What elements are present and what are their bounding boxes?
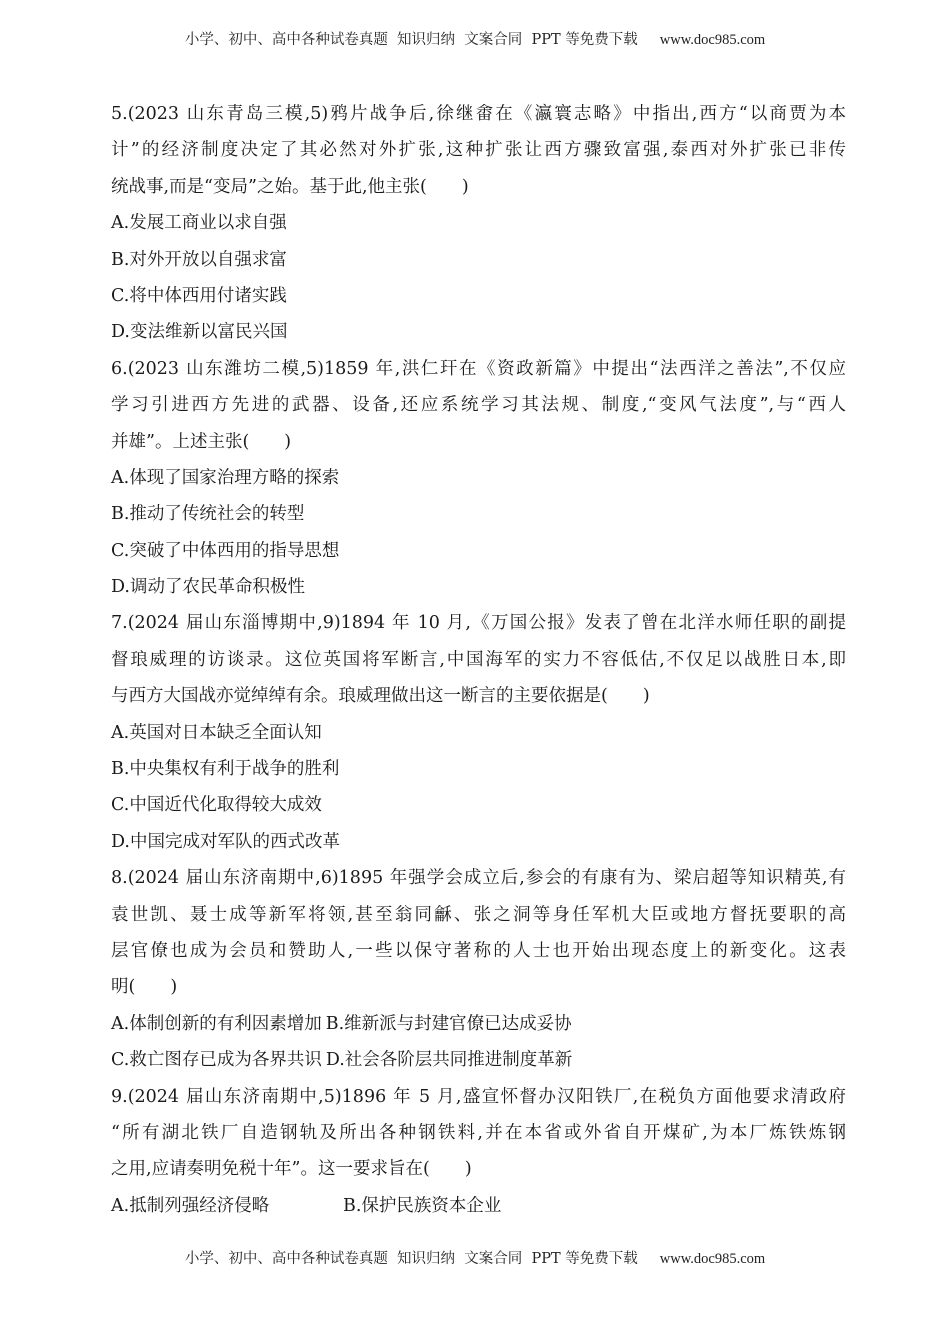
question-stem-line: 层官僚也成为会员和赞助人,一些以保守著称的人士也开始出现态度上的新变化。这表 <box>111 940 846 961</box>
question-stem-line: 统战事,而是“变局”之始。基于此,他主张( ) <box>111 176 469 197</box>
question-6 <box>111 351 846 606</box>
option-b: B.中央集权有利于战争的胜利 <box>111 759 340 780</box>
option-a: A.英国对日本缺乏全面认知 <box>111 722 322 743</box>
option-d: D.调动了农民革命积极性 <box>111 577 305 598</box>
document-body <box>111 96 846 1224</box>
option-d: D.中国完成对军队的西式改革 <box>111 831 340 852</box>
footer-url: www.doc985.com <box>659 1251 766 1267</box>
question-stem-line: 9.(2024 届山东济南期中,5)1896 年 5 月,盛宣怀督办汉阳铁厂,在税负方面他要求清政府 <box>111 1086 846 1107</box>
option-row <box>111 1188 846 1224</box>
question-stem-line: 8.(2024 届山东济南期中,6)1895 年强学会成立后,参会的有康有为、梁启超等知识精英,有 <box>111 868 846 889</box>
question-stem-line: 督琅威理的访谈录。这位英国将军断言,中国海军的实力不容低估,不仅足以战胜日本,即 <box>111 649 846 670</box>
question-stem-line: “所有湖北铁厂自造钢轨及所出各种钢铁料,并在本省或外省自开煤矿,为本厂炼铁炼钢 <box>111 1122 846 1143</box>
question-stem-line: 7.(2024 届山东淄博期中,9)1894 年 10 月,《万国公报》发表了曾在北洋水师任职的副提 <box>111 613 846 634</box>
question-8 <box>111 860 846 1078</box>
option-d: D.社会各阶层共同推进制度革新 <box>325 1050 573 1071</box>
option-a: A.抵制列强经济侵略 <box>111 1195 270 1216</box>
question-stem-line: 之用,应请奏明免税十年”。这一要求旨在( ) <box>111 1159 472 1180</box>
question-stem-line: 计”的经济制度决定了其必然对外扩张,这种扩张让西方骤致富强,泰西对外扩张已非传 <box>111 140 846 161</box>
header-url: www.doc985.com <box>659 32 766 48</box>
question-stem-line: 学习引进西方先进的武器、设备,还应系统学习其法规、制度,“变风气法度”,与“西人 <box>111 395 846 416</box>
option-d: D.变法维新以富民兴国 <box>111 322 288 343</box>
option-c: C.救亡图存已成为各界共识 <box>111 1050 322 1071</box>
option-b: B.保护民族资本企业 <box>343 1195 502 1216</box>
option-c: C.将中体西用付诸实践 <box>111 285 287 306</box>
option-row <box>111 1006 846 1042</box>
option-a: A.发展工商业以求自强 <box>111 213 287 234</box>
option-b: B.推动了传统社会的转型 <box>111 504 305 525</box>
option-c: C.中国近代化取得较大成效 <box>111 795 322 816</box>
option-a: A.体现了国家治理方略的探索 <box>111 467 340 488</box>
question-9 <box>111 1079 846 1225</box>
question-7 <box>111 605 846 860</box>
question-stem-line: 5.(2023 山东青岛三模,5)鸦片战争后,徐继畬在《瀛寰志略》中指出,西方“以商贾为本 <box>111 104 846 124</box>
footer-text: 小学、初中、高中各种试卷真题 知识归纳 文案合同 PPT 等免费下载 <box>184 1251 638 1267</box>
question-stem-line: 6.(2023 山东潍坊二模,5)1859 年,洪仁玕在《资政新篇》中提出“法西洋之善法”,不仅应 <box>111 358 846 379</box>
question-stem-line: 袁世凯、聂士成等新军将领,甚至翁同龢、张之洞等身任军机大臣或地方督抚要职的高 <box>111 904 846 925</box>
question-stem-line: 并雄”。上述主张( ) <box>111 431 292 452</box>
option-b: B.维新派与封建官僚已达成妥协 <box>325 1013 572 1034</box>
option-c: C.突破了中体西用的指导思想 <box>111 540 340 561</box>
question-5 <box>111 96 846 351</box>
option-a: A.体制创新的有利因素增加 <box>111 1013 322 1034</box>
page-header <box>0 28 950 49</box>
option-b: B.对外开放以自强求富 <box>111 249 287 270</box>
question-stem-line: 明( ) <box>111 977 178 998</box>
option-row <box>111 1042 846 1078</box>
question-stem-line: 与西方大国战亦觉绰绰有余。琅威理做出这一断言的主要依据是( ) <box>111 686 650 707</box>
page-footer <box>0 1247 950 1268</box>
header-text: 小学、初中、高中各种试卷真题 知识归纳 文案合同 PPT 等免费下载 <box>184 32 638 48</box>
